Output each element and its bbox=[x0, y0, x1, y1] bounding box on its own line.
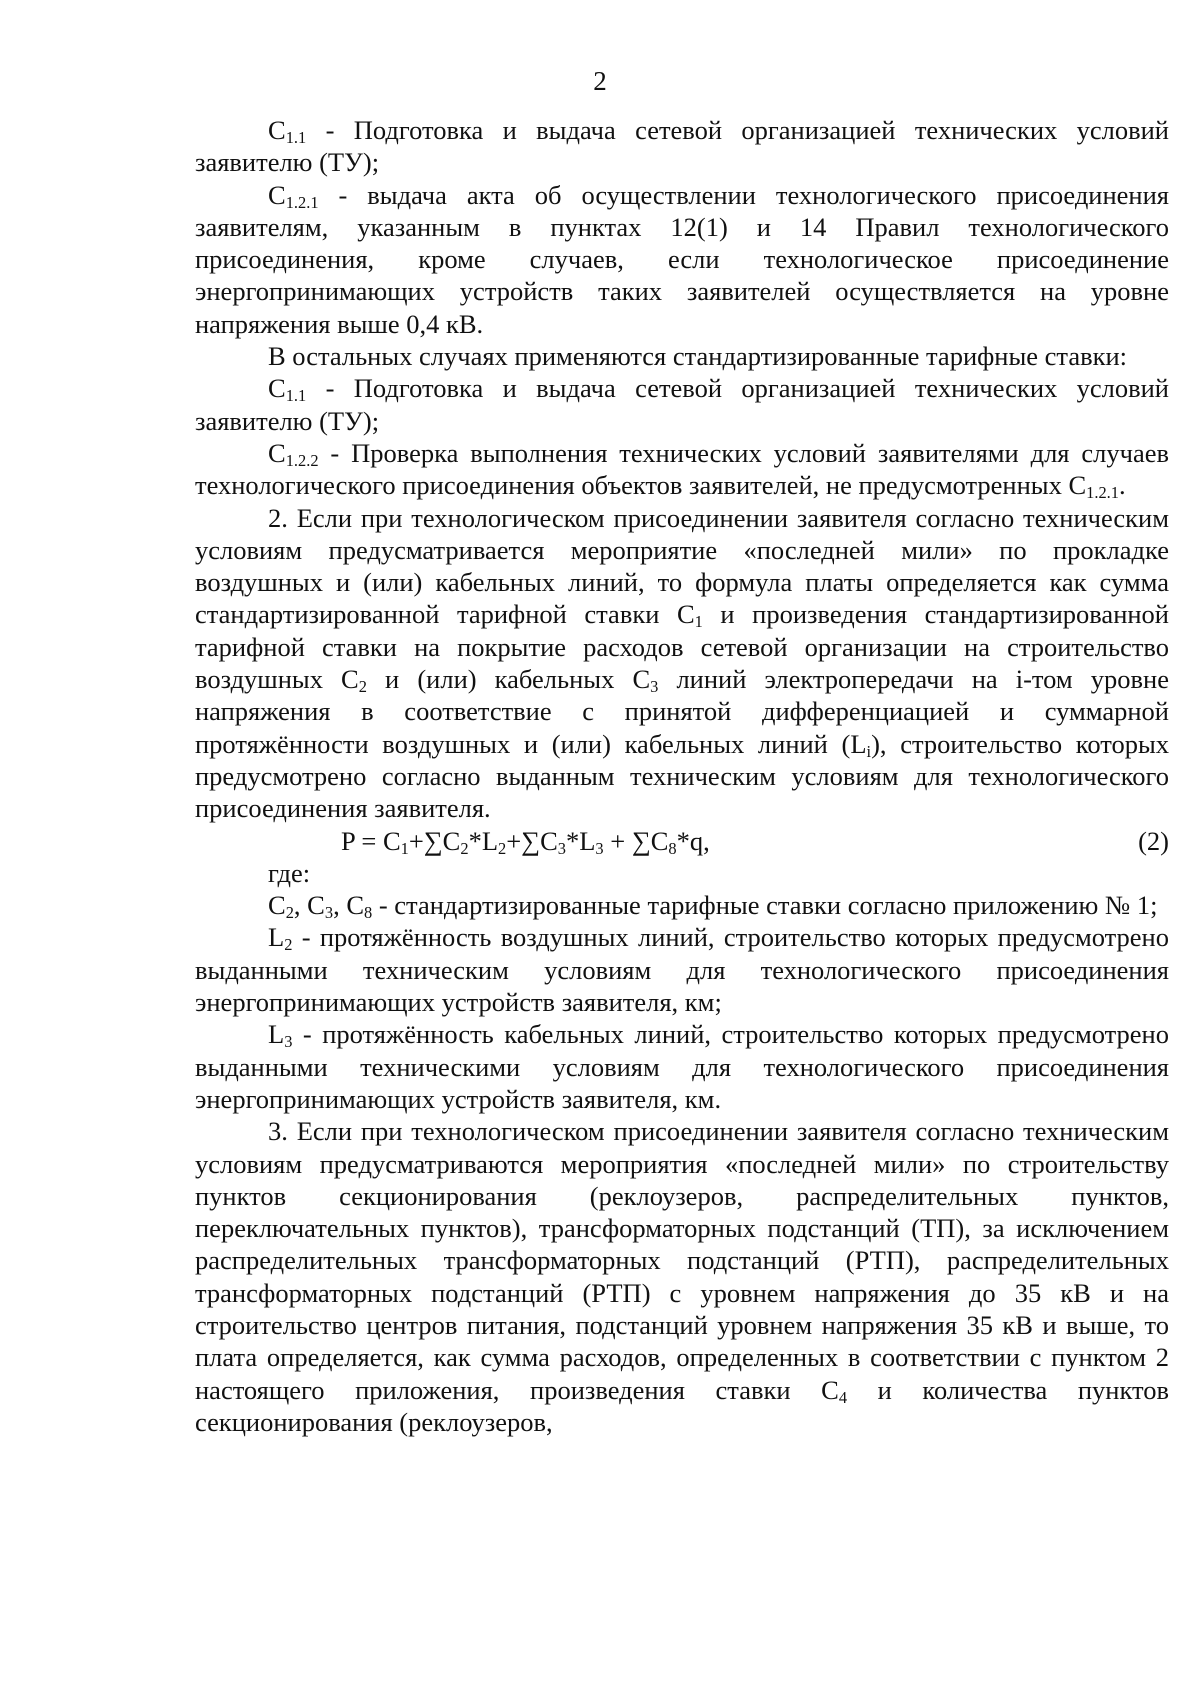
definition-rates bbox=[195, 889, 1169, 921]
formula-text: *q, bbox=[676, 825, 710, 856]
paragraph-text: - Подготовка и выдача сетевой организацией технических условий заявителю (ТУ); bbox=[195, 373, 1169, 436]
length-symbol: L bbox=[268, 1019, 285, 1050]
paragraph-text: ), строительство которых предусмотрено согласно выданным техническим условиям для технологического присоединения заявителя. bbox=[195, 728, 1169, 824]
formula-text: *L bbox=[565, 825, 596, 856]
paragraph-text: - Проверка выполнения технических условий заявителями для случаев технологического присоединения объектов заявителей, не предусмотренных C bbox=[195, 437, 1169, 501]
page-number: 2 bbox=[593, 66, 607, 96]
equation-number: (2) bbox=[1138, 825, 1169, 856]
rate-subscript: 2 bbox=[358, 677, 367, 697]
paragraph-text: и произведения стандартизированной тарифной ставки на покрытие расходов сетевой организации на строительство воздушных C bbox=[195, 599, 1169, 695]
paragraph-text: . bbox=[1118, 470, 1126, 501]
paragraph-text: линий электропередачи на i-том уровне напряжения в соответствие с принятой дифференциацией и суммарной протяжённости воздушных и (или) кабельных линий (L bbox=[195, 664, 1169, 759]
paragraph-c11 bbox=[195, 114, 1169, 179]
paragraph-text: где: bbox=[268, 857, 311, 888]
formula-text: P = C bbox=[341, 825, 401, 856]
paragraph-text: В остальных случаях применяются стандартизированные тарифные ставки: bbox=[268, 341, 1128, 372]
formula-text: +∑C bbox=[506, 825, 558, 856]
rate-symbol: C bbox=[268, 437, 286, 468]
formula-subscript: 3 bbox=[557, 838, 566, 858]
paragraph-text: - протяжённость воздушных линий, строительство которых предусмотрено выданными техническим условиям для технологического присоединения энергопринимающих устройств заявителя, км; bbox=[195, 922, 1169, 1018]
formula-subscript: 2 bbox=[460, 838, 469, 858]
formula-text: + ∑C bbox=[603, 825, 669, 856]
rate-subscript: 2 bbox=[285, 903, 294, 923]
paragraph-text: - Подготовка и выдача сетевой организацией технических условий заявителю (ТУ); bbox=[195, 115, 1169, 178]
paragraph-item-2 bbox=[195, 502, 1169, 825]
rate-symbol: , C bbox=[333, 890, 364, 921]
rate-subscript: 1 bbox=[694, 612, 703, 632]
rate-symbol: C bbox=[268, 890, 286, 921]
formula-text: +∑C bbox=[408, 825, 461, 856]
rate-subscript: 1.1 bbox=[285, 128, 307, 148]
formula-subscript: 1 bbox=[400, 838, 409, 858]
rate-subscript: 1.1 bbox=[285, 386, 307, 406]
paragraph-c122 bbox=[195, 437, 1169, 502]
rate-subscript: 8 bbox=[364, 903, 373, 923]
formula-2 bbox=[195, 825, 1169, 857]
rate-symbol: , C bbox=[293, 890, 325, 921]
document-body bbox=[195, 114, 1169, 1438]
rate-subscript: 4 bbox=[838, 1387, 848, 1407]
definition-l3 bbox=[195, 1018, 1169, 1115]
paragraph-text: и количества пунктов секционирования (реклоузеров, bbox=[195, 1374, 1169, 1437]
rate-subscript: 1.2.1 bbox=[285, 192, 319, 212]
rate-symbol: C bbox=[268, 373, 286, 404]
paragraph-text: - выдача акта об осуществлении технологического присоединения заявителям, указанным в пунктах 12(1) и 14 Правил технологического присоединения, кроме случаев, если технологическое присоединение энергопринимающих устройств таких заявителей осуществляется на уровне напряжения выше 0,4 кВ. bbox=[195, 179, 1169, 339]
rate-subscript: 1.2.1 bbox=[1086, 483, 1119, 503]
rate-subscript: 3 bbox=[650, 677, 659, 697]
paragraph-c121 bbox=[195, 179, 1169, 340]
paragraph-text: - протяжённость кабельных линий, строительство которых предусмотрено выданными техническими условиям для технологического присоединения энергопринимающих устройств заявителя, км. bbox=[195, 1019, 1169, 1114]
where-label bbox=[195, 857, 1169, 889]
length-symbol: L bbox=[268, 922, 285, 953]
paragraph-other-cases bbox=[195, 340, 1169, 372]
rate-subscript: 3 bbox=[324, 903, 334, 923]
length-subscript: 2 bbox=[284, 935, 293, 955]
paragraph-item-3 bbox=[195, 1115, 1169, 1438]
formula-text: *L bbox=[468, 825, 499, 856]
paragraph-text: 2. Если при технологическом присоединении заявителя согласно техническим условиям предусматривается мероприятие «последней мили» по прокладке воздушных и (или) кабельных линий, то формула платы определяется как сумма стандартизированной тарифной ставки C bbox=[195, 502, 1169, 630]
paragraph-text: - стандартизированные тарифные ставки согласно приложению № 1; bbox=[372, 890, 1158, 921]
paragraph-c11-repeat bbox=[195, 372, 1169, 437]
paragraph-text: 3. Если при технологическом присоединении заявителя согласно техническим условиям предусматриваются мероприятия «последней мили» по строительству пунктов секционирования (реклоузеров, распределительных пунктов, переключательных пунктов), трансформаторных подстанций (ТП), за исключением распределительных трансформаторных подстанций (РТП), распределительных трансформаторных подстанций (РТП) с уровнем напряжения до 35 кВ и на строительство центров питания, подстанций уровнем напряжения 35 кВ и выше, то плата определяется, как сумма расходов, определенных в соответствии с пунктом 2 настоящего приложения, произведения ставки C bbox=[195, 1116, 1169, 1405]
formula-subscript: 3 bbox=[595, 838, 604, 858]
rate-subscript: 1.2.2 bbox=[285, 451, 319, 471]
paragraph-text: и (или) кабельных C bbox=[366, 664, 651, 695]
rate-symbol: C bbox=[268, 115, 286, 145]
formula-subscript: 2 bbox=[498, 838, 507, 858]
rate-symbol: C bbox=[268, 179, 286, 210]
formula-subscript: 8 bbox=[668, 838, 677, 858]
length-subscript: 3 bbox=[284, 1032, 293, 1052]
definition-l2 bbox=[195, 921, 1169, 1018]
rate-subscript: i bbox=[866, 741, 872, 761]
